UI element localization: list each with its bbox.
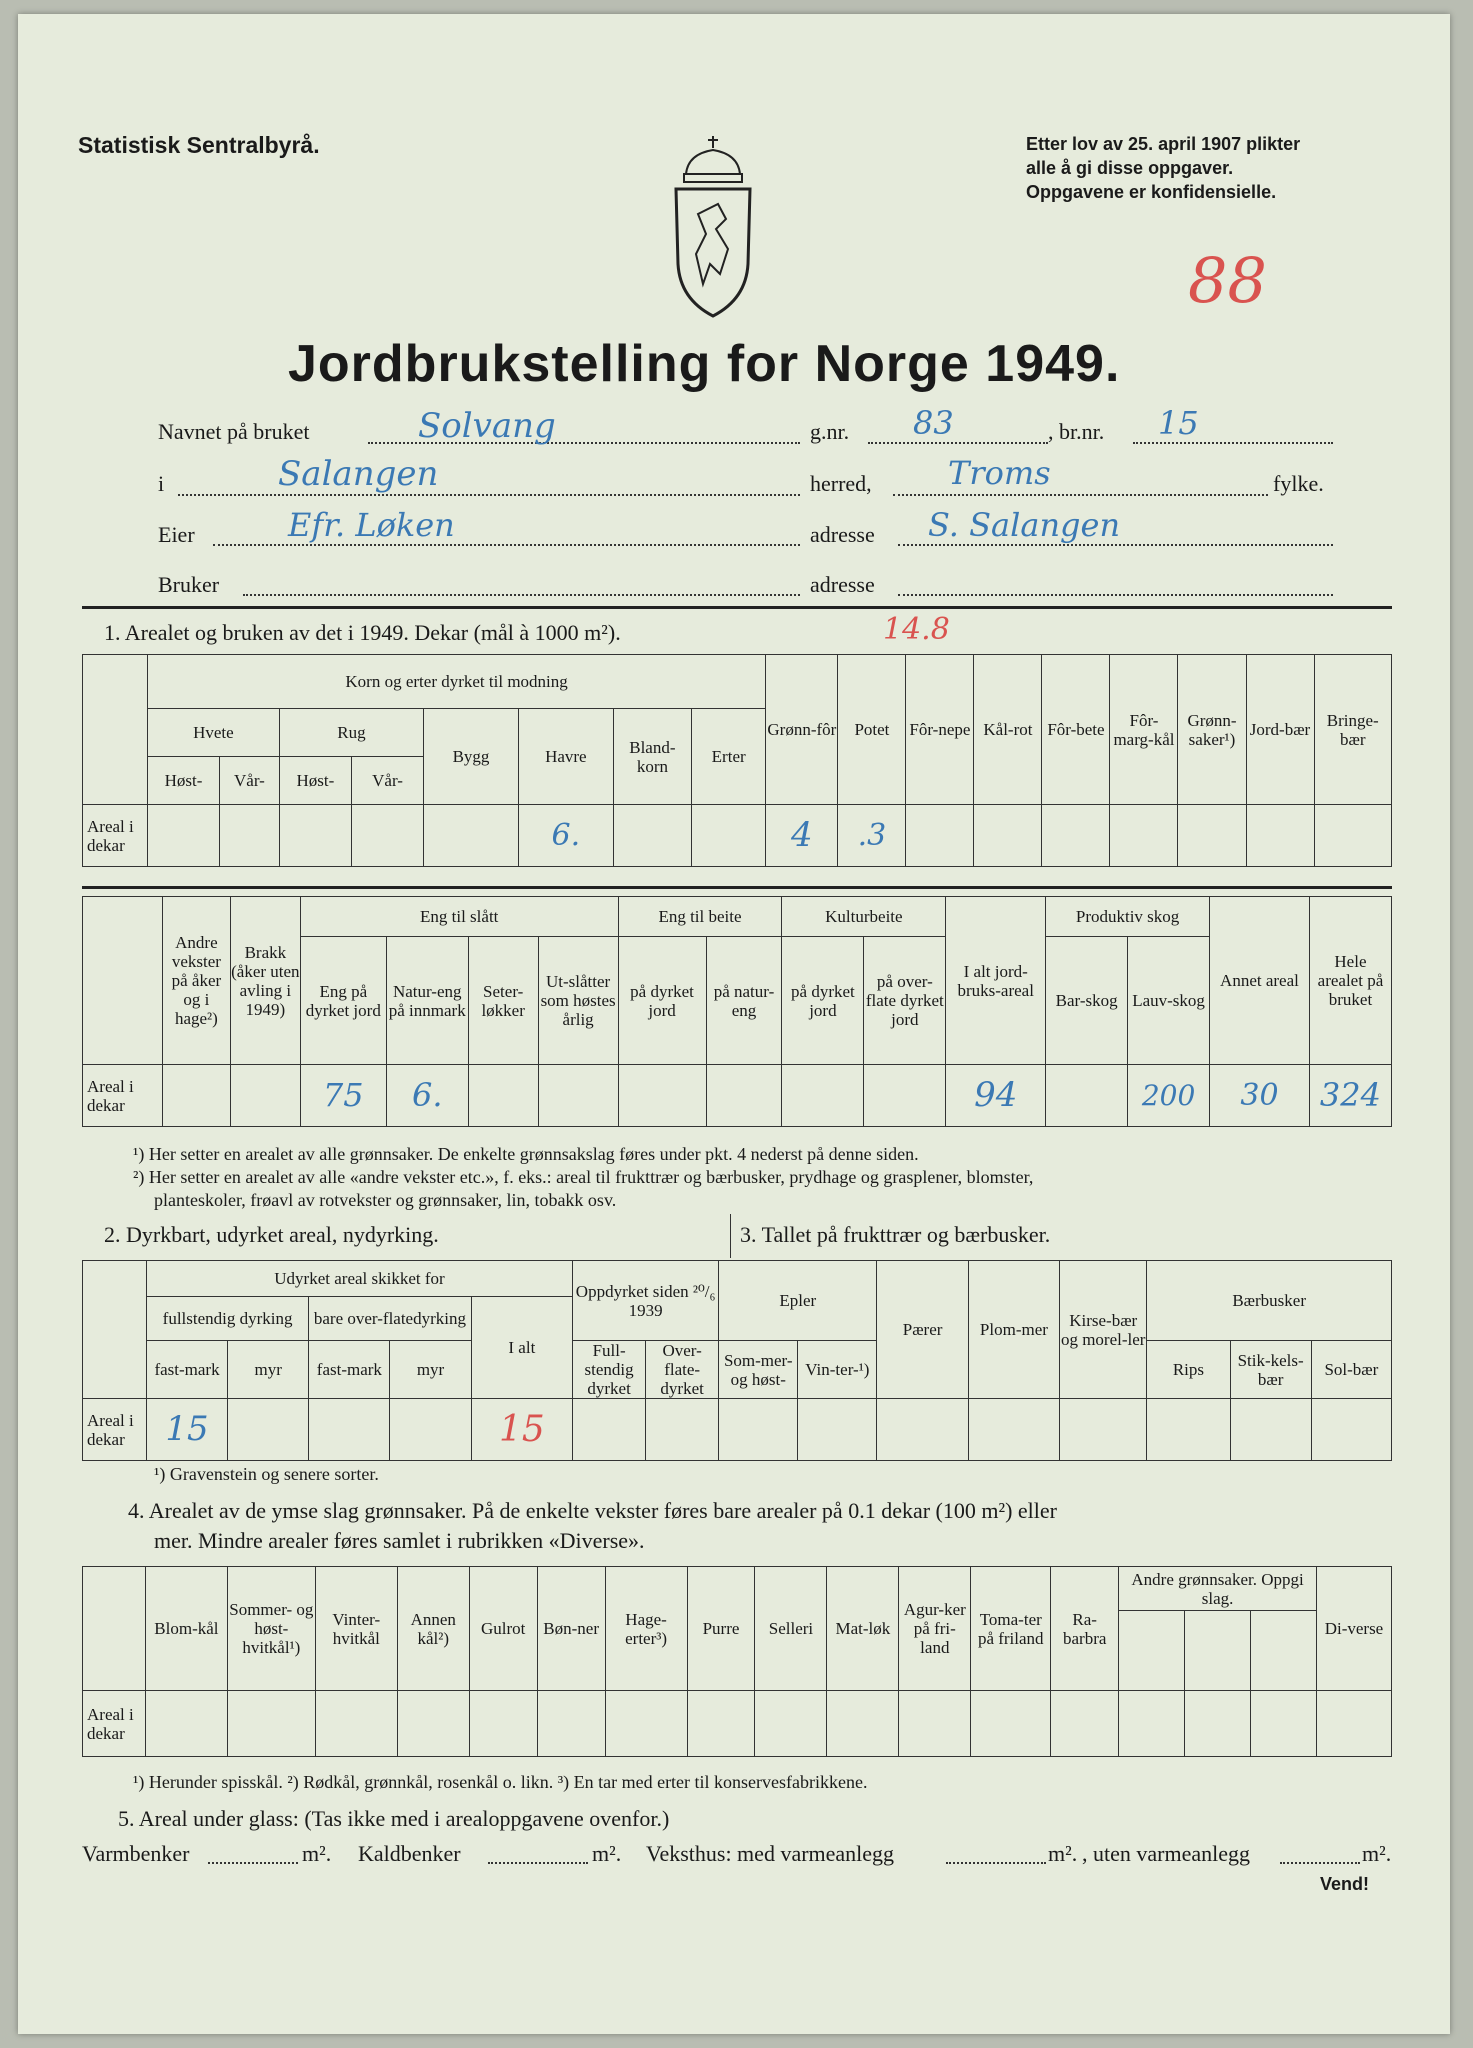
cell[interactable] (1316, 1691, 1391, 1757)
cell[interactable] (1051, 1691, 1119, 1757)
footnote-2a: ²) Her setter en arealet av alle «andre vekster etc.», f. eks.: areal til frukttrær og bærbusker, prydhage og grasplener, blomster, (133, 1167, 1034, 1187)
cell[interactable] (719, 1399, 798, 1461)
table-corner (83, 1261, 147, 1399)
cell[interactable] (605, 1691, 687, 1757)
cell[interactable] (309, 1399, 390, 1461)
table-corner (83, 1567, 146, 1691)
cell[interactable] (279, 805, 351, 867)
cell[interactable] (227, 1691, 315, 1757)
cell[interactable] (573, 1399, 646, 1461)
i-alt-header: I alt (471, 1297, 572, 1399)
cell[interactable] (145, 1691, 227, 1757)
baerbusker-header: Bærbusker (1147, 1261, 1392, 1341)
cell[interactable] (974, 805, 1042, 867)
farm-name-value: Solvang (418, 406, 556, 446)
cell[interactable] (1060, 1399, 1147, 1461)
naturmark-header: Natur-eng på innmark (386, 937, 468, 1065)
cell[interactable] (1251, 1691, 1317, 1757)
cell[interactable] (646, 1399, 719, 1461)
kaldbenker-label: Kaldbenker (358, 1841, 461, 1866)
i-alt-header: I alt jord-bruks-areal (946, 897, 1046, 1065)
uten-label: , uten varmeanlegg (1082, 1841, 1250, 1866)
owner-address-value: S. Salangen (928, 506, 1121, 544)
cell[interactable] (755, 1691, 827, 1757)
table-land-use (82, 896, 1392, 1127)
paerer-header: Pærer (877, 1261, 968, 1399)
vinter-header: Vin-ter-¹) (798, 1341, 877, 1399)
cell[interactable] (390, 1399, 471, 1461)
korn-header: Korn og erter dyrket til modning (147, 655, 765, 709)
section2-title: 2. Dyrkbart, udyrket areal, nydyrking. (104, 1222, 439, 1247)
fullstendig-d-header: Full-stendig dyrket (573, 1341, 646, 1399)
vend-label: Vend! (1320, 1874, 1370, 1894)
eng-slatt-header: Eng til slått (300, 897, 618, 937)
section1-handwritten: 14.8 (883, 612, 950, 647)
andre-slot[interactable] (1251, 1611, 1317, 1691)
bare-header: bare over-flatedyrking (309, 1297, 471, 1341)
plommer-header: Plom-mer (968, 1261, 1059, 1399)
hvete-var: Vår- (220, 757, 280, 805)
kalrot-header: Kål-rot (974, 655, 1042, 805)
section3-title: 3. Tallet på frukttrær og bærbusker. (740, 1222, 1051, 1247)
form-page (18, 14, 1450, 2034)
annet-header: Annet areal (1210, 897, 1310, 1065)
cell[interactable] (469, 1691, 537, 1757)
eng-beite-header: Eng til beite (618, 897, 782, 937)
cell[interactable] (1042, 805, 1110, 867)
rug-host: Høst- (279, 757, 351, 805)
table-crops (82, 654, 1392, 867)
cell[interactable] (397, 1691, 469, 1757)
prod-skog-header: Produktiv skog (1046, 897, 1210, 937)
law-note-line: Oppgavene er konfidensielle. (1026, 182, 1277, 202)
barskog-header: Bar-skog (1046, 937, 1128, 1065)
fastmark-header: fast-mark (146, 1341, 227, 1399)
veksthus-label: Veksthus: med varmeanlegg (646, 1841, 895, 1866)
table-corner (83, 897, 163, 1065)
footnote-4: ¹) Herunder spisskål. ²) Rødkål, grønnkål, rosenkål o. likn. ³) En tar med erter til konservesfabrikkene. (133, 1772, 868, 1792)
bygg-header: Bygg (424, 709, 519, 805)
cell[interactable] (971, 1691, 1051, 1757)
cell[interactable] (692, 805, 766, 867)
veg-header: Selleri (755, 1567, 827, 1691)
cell[interactable] (1178, 805, 1246, 867)
veg-header: Mat-løk (827, 1567, 899, 1691)
eng-value[interactable]: 75 (300, 1065, 386, 1127)
section1-title: 1. Arealet og bruken av det i 1949. Dekar (mål à 1000 m²). (104, 620, 621, 645)
cell[interactable] (424, 805, 519, 867)
cell[interactable] (1311, 1399, 1391, 1461)
andre-slot[interactable] (1185, 1611, 1251, 1691)
veg-header: Bøn-ner (537, 1567, 605, 1691)
cell[interactable] (827, 1691, 899, 1757)
cell[interactable] (1185, 1691, 1251, 1757)
gnr-line (868, 442, 1048, 444)
footnote-3: ¹) Gravenstein og senere sorter. (154, 1464, 379, 1484)
havre-value[interactable]: 6. (518, 805, 613, 867)
kulturbeite-header: Kulturbeite (782, 897, 946, 937)
county-value: Troms (948, 454, 1051, 492)
cell[interactable] (162, 1065, 230, 1127)
cell[interactable] (968, 1399, 1059, 1461)
pa-dyrket-header: på dyrket jord (618, 937, 706, 1065)
kaldbenker-line[interactable] (488, 1862, 588, 1864)
municipality-line (178, 494, 800, 496)
cell[interactable] (1314, 805, 1391, 867)
table-corner (83, 655, 148, 805)
cell[interactable] (798, 1399, 877, 1461)
section-divider (730, 1214, 731, 1258)
unit-label: m². (1362, 1841, 1392, 1866)
uten-line[interactable] (1280, 1862, 1360, 1864)
andre-header: Andre grønnsaker. Oppgi slag. (1119, 1567, 1317, 1611)
cell[interactable] (864, 1065, 946, 1127)
row-label: Areal i dekar (83, 1691, 146, 1757)
row-label: Areal i dekar (83, 1065, 163, 1127)
fylke-label: fylke. (1273, 471, 1324, 496)
cell[interactable] (899, 1691, 971, 1757)
cell[interactable] (706, 1065, 782, 1127)
law-note-line: Etter lov av 25. april 1907 plikter (1026, 134, 1301, 154)
owner-value: Efr. Løken (288, 506, 455, 544)
varmbenker-line[interactable] (208, 1862, 298, 1864)
lauv-value[interactable]: 200 (1128, 1065, 1210, 1127)
bringebaer-header: Bringe-bær (1314, 655, 1391, 805)
cell[interactable] (538, 1065, 618, 1127)
hele-header: Hele arealet på bruket (1309, 897, 1391, 1065)
cell[interactable] (1147, 1399, 1230, 1461)
pa-natur-header: på natur-eng (706, 937, 782, 1065)
handwritten-number: 88 (1188, 244, 1267, 317)
in-label: i (158, 471, 165, 496)
veg-header: Hage-erter³) (605, 1567, 687, 1691)
footnote-1: ¹) Her setter en arealet av alle grønnsaker. De enkelte grønnsakslag føres under pkt. 4 nederst på denne siden. (133, 1144, 919, 1164)
cell[interactable] (315, 1691, 397, 1757)
unit-label: m². (1048, 1841, 1078, 1866)
cell[interactable] (1230, 1399, 1311, 1461)
cell[interactable] (613, 805, 691, 867)
rug-header: Rug (279, 709, 423, 757)
potet-header: Potet (838, 655, 906, 805)
cell[interactable] (1246, 805, 1314, 867)
veksthus-line[interactable] (946, 1862, 1046, 1864)
cell[interactable] (228, 1399, 309, 1461)
cell[interactable] (351, 805, 423, 867)
gronnfor-value[interactable]: 4 (766, 805, 838, 867)
coat-of-arms-icon (668, 134, 758, 324)
fastmark-header: fast-mark (309, 1341, 390, 1399)
agency-name: Statistisk Sentralbyrå. (78, 132, 320, 158)
overflate-d-header: Over-flate-dyrket (646, 1341, 719, 1399)
user-address-line (898, 594, 1333, 596)
cell[interactable] (877, 1399, 968, 1461)
epler-header: Epler (719, 1261, 877, 1341)
unit-label: m². (302, 1841, 332, 1866)
ialt-value[interactable]: 15 (471, 1399, 572, 1461)
udyrket-header: Udyrket areal skikket for (146, 1261, 572, 1297)
gronnfor-header: Grønn-fôr (766, 655, 838, 805)
lauvskog-header: Lauv-skog (1128, 937, 1210, 1065)
myr-header: myr (228, 1341, 309, 1399)
cell[interactable] (147, 805, 219, 867)
rug-var: Vår- (351, 757, 423, 805)
veg-header: Purre (687, 1567, 755, 1691)
blandkorn-header: Bland-korn (613, 709, 691, 805)
havre-header: Havre (518, 709, 613, 805)
row-label: Areal i dekar (83, 805, 148, 867)
owner-line (213, 544, 800, 546)
brakk-header: Brakk (åker uten avling i 1949) (230, 897, 300, 1065)
ialt-value[interactable]: 94 (946, 1065, 1046, 1127)
veg-header: Toma-ter på friland (971, 1567, 1051, 1691)
fornepe-header: Fôr-nepe (906, 655, 974, 805)
oppdyrket-header: Oppdyrket siden ²⁰/₆ 1939 (573, 1261, 719, 1341)
section4-title-b: mer. Mindre arealer føres samlet i rubrikken «Diverse». (154, 1528, 645, 1553)
bnr-line (1133, 442, 1333, 444)
divider (82, 886, 1392, 889)
law-note-line: alle å gi disse oppgaver. (1026, 158, 1234, 178)
footnote-2b: planteskoler, frøavl av rotvekster og grønnsaker, lin, tobakk osv. (154, 1190, 617, 1210)
veg-header: Vinter-hvitkål (315, 1567, 397, 1691)
section4-title-a: 4. Arealet av de ymse slag grønnsaker. På de enkelte vekster føres bare arealer på 0.1 dekar (100 m²) eller (128, 1498, 1057, 1523)
seter-header: Seter-løkker (468, 937, 538, 1065)
gnr-label: g.nr. (810, 419, 850, 444)
forbete-header: Fôr-bete (1042, 655, 1110, 805)
gronnsaker-header: Grønn-saker¹) (1178, 655, 1246, 805)
user-address-label: adresse (810, 572, 875, 597)
county-line (893, 494, 1268, 496)
erter-header: Erter (692, 709, 766, 805)
kirsebaer-header: Kirse-bær og morel-ler (1060, 1261, 1147, 1399)
cell[interactable] (220, 805, 280, 867)
gnr-value: 83 (913, 404, 954, 442)
veg-header: Annen kål²) (397, 1567, 469, 1691)
owner-address-line (898, 544, 1333, 546)
rips-header: Rips (1147, 1341, 1230, 1399)
veg-header: Blom-kål (145, 1567, 227, 1691)
table-vegetables (82, 1566, 1392, 1757)
jordbaer-header: Jord-bær (1246, 655, 1314, 805)
bnr-label: , br.nr. (1048, 419, 1105, 444)
hvete-host: Høst- (147, 757, 219, 805)
cell[interactable] (1119, 1691, 1185, 1757)
cell[interactable] (1046, 1065, 1128, 1127)
owner-address-label: adresse (810, 522, 875, 547)
fastmark-value[interactable]: 15 (146, 1399, 227, 1461)
varmbenker-label: Varmbenker (82, 1841, 190, 1866)
veg-header: Gulrot (469, 1567, 537, 1691)
cell[interactable] (1110, 805, 1178, 867)
user-line (243, 594, 800, 596)
myr-header: myr (390, 1341, 471, 1399)
cell[interactable] (782, 1065, 864, 1127)
natur-value[interactable]: 6. (386, 1065, 468, 1127)
diverse-header: Di-verse (1316, 1567, 1391, 1691)
divider (82, 606, 1392, 609)
veg-header: Sommer- og høst-hvitkål¹) (227, 1567, 315, 1691)
cell[interactable] (537, 1691, 605, 1757)
veg-header: Agur-ker på fri-land (899, 1567, 971, 1691)
solbaer-header: Sol-bær (1311, 1341, 1391, 1399)
kb-dyrket-header: på dyrket jord (782, 937, 864, 1065)
row-label: Areal i dekar (83, 1399, 147, 1461)
eng-dyrket-header: Eng på dyrket jord (300, 937, 386, 1065)
owner-label: Eier (158, 522, 195, 547)
cell[interactable] (230, 1065, 300, 1127)
law-note (1026, 132, 1300, 204)
hvete-header: Hvete (147, 709, 279, 757)
sommer-header: Som-mer- og høst- (719, 1341, 798, 1399)
table-cultivable-and-fruit (82, 1260, 1392, 1461)
annet-value[interactable]: 30 (1210, 1065, 1310, 1127)
user-label: Bruker (158, 572, 220, 597)
andre-slot[interactable] (1119, 1611, 1185, 1691)
kb-overflate-header: på over-flate dyrket jord (864, 937, 946, 1065)
utslatter-header: Ut-slåtter som høstes årlig (538, 937, 618, 1065)
page-title: Jordbrukstelling for Norge 1949. (288, 335, 1121, 393)
farm-name-label: Navnet på bruket (158, 419, 310, 444)
cell[interactable] (906, 805, 974, 867)
andre-header: Andre vekster på åker og i hage²) (162, 897, 230, 1065)
formargkal-header: Fôr-marg-kål (1110, 655, 1178, 805)
bnr-value: 15 (1158, 404, 1199, 442)
municipality-value: Salangen (278, 454, 439, 494)
cell[interactable] (687, 1691, 755, 1757)
unit-label: m². (592, 1841, 622, 1866)
section5-title: 5. Areal under glass: (Tas ikke med i arealoppgavene ovenfor.) (118, 1806, 670, 1831)
fullstendig-header: fullstendig dyrking (146, 1297, 308, 1341)
potet-value[interactable]: .3 (838, 805, 906, 867)
cell[interactable] (468, 1065, 538, 1127)
veg-header: Ra-barbra (1051, 1567, 1119, 1691)
stikkelsbaer-header: Stik-kels-bær (1230, 1341, 1311, 1399)
hele-value[interactable]: 324 (1309, 1065, 1391, 1127)
herred-label: herred, (810, 471, 872, 496)
cell[interactable] (618, 1065, 706, 1127)
